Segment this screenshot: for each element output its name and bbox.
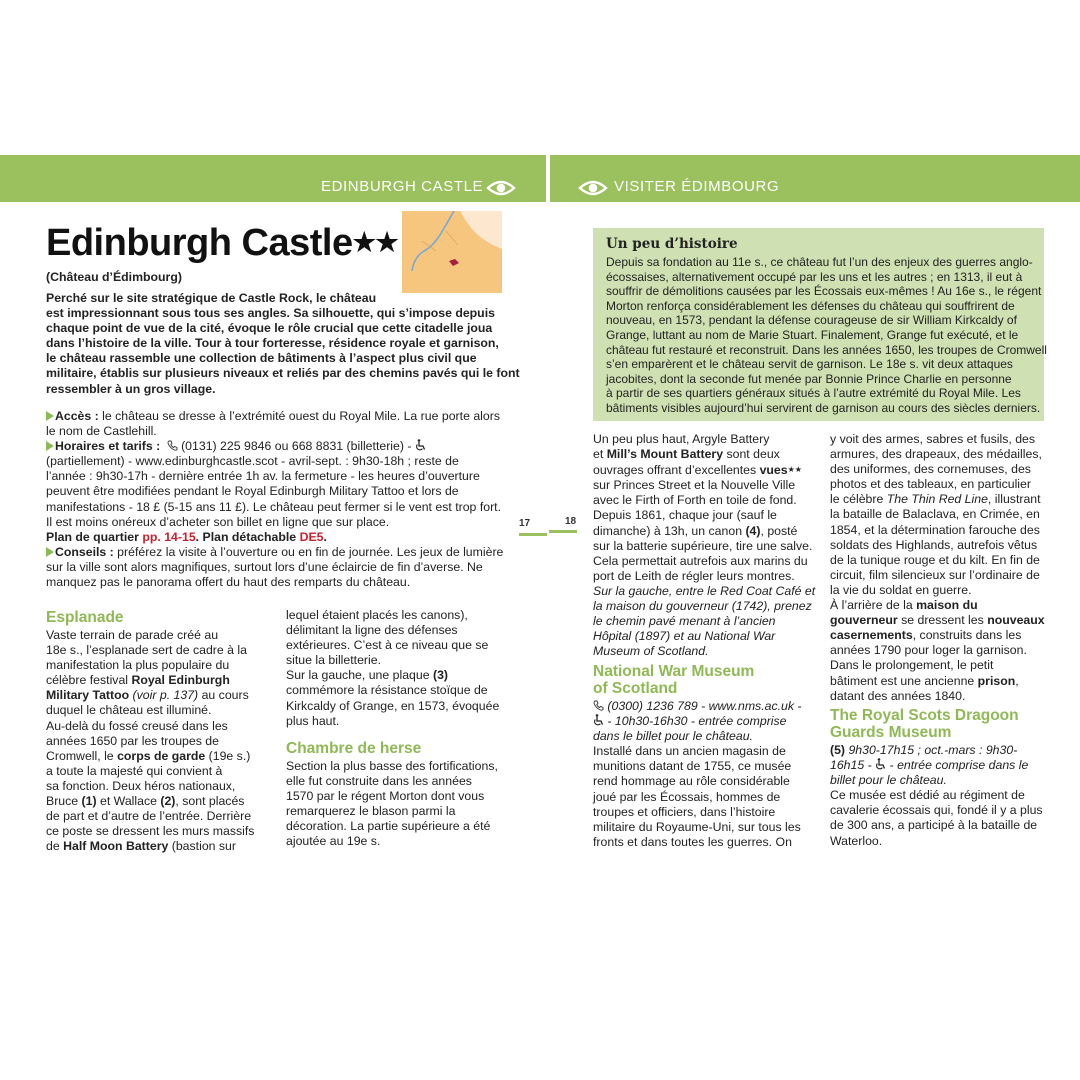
royal-scots-museum-text: (5) 9h30-17h15 ; oct.-mars : 9h30- 16h15 - - entrée comprise dans le billet pour le château. Ce musée est dédié au régiment de cavalerie écossais qui, fondé il y a plus de 300 ans, a participé à la bataille de Waterloo. xyxy=(830,743,1043,848)
page-number-bar-left xyxy=(519,533,547,536)
plan-pages-link[interactable]: pp. 14-15 xyxy=(142,529,196,544)
eye-icon xyxy=(578,178,608,198)
arrow-bullet-icon xyxy=(46,547,54,557)
page-number-left: 17 xyxy=(519,518,531,529)
intro-paragraph: Perché sur le site stratégique de Castle Rock, le château est impressionnant sous tous ses angles. Sa silhouette, qui s’impose depuis chaque point de vue de la cité, évoque le rôle crucial que cette citadelle joua dans l’histoire de la ville. Tour à tour forteresse, résidence royale et garnison, le château rassemble une collection de bâtiments à l’aspect plus civil que militaire, établis sur plusieurs niveaux et reliés par des chemins pavés qui le font ressembler à un gros village. xyxy=(46,291,520,396)
wheelchair-icon xyxy=(875,758,886,770)
column-2-text: lequel étaient placés les canons), délimitant la ligne des défenses extérieures. C’est à ce niveau que se situe la billetterie. Sur la gauche, une plaque (3) commémore la résistance stoïque de Kirkcaldy of Grange, en 1573, évoquée plus haut. xyxy=(286,608,500,728)
running-header-left: EDINBURGH CASTLE xyxy=(321,178,484,195)
wheelchair-icon xyxy=(593,714,604,726)
subtitle: (Château d’Édimbourg) xyxy=(46,270,182,284)
plan-reference: Plan de quartier pp. 14-15. Plan détachable DE5. xyxy=(46,529,327,544)
wheelchair-icon xyxy=(415,439,426,451)
section-heading-national-war-museum: National War Museum of Scotland xyxy=(593,663,755,697)
page-number-bar-right xyxy=(549,530,577,533)
phone-icon xyxy=(593,700,604,711)
section-heading-royal-scots-museum: The Royal Scots Dragoon Guards Museum xyxy=(830,707,1019,741)
running-header-right: VISITER ÉDIMBOURG xyxy=(614,178,780,195)
national-war-museum-text: (0300) 1236 789 - www.nms.ac.uk - - 10h30-16h30 - entrée comprise dans le billet pour le château. Installé dans un ancien magasin de munitions datant de 1755, ce musée rend hommage au rôle considérable joué par les Écossais, hommes de troupes et officiers, dans l’histoire militaire du Royaume-Uni, sur tous les fronts et dans toutes les guerres. On xyxy=(593,699,802,849)
page-title: Edinburgh Castle★★ xyxy=(46,222,399,264)
arrow-bullet-icon xyxy=(46,441,54,451)
column-3-text: Un peu plus haut, Argyle Battery et Mill’s Mount Battery sont deux ouvrages offrant d’excellentes vues★★ sur Princes Street et la Nouvelle Ville avec le Firth of Forth en toile de fond. Depuis 1861, chaque jour (sauf le dimanche) à 13h, un canon (4), posté sur la batterie supérieure, tire une salve. Cela permettait autrefois aux marins du port de Leith de régler leurs montres. Sur la gauche, entre le Red Coat Café et la maison du gouverneur (1742), prenez le chemin pavé menant à l’ancien Hôpital (1897) et au National War Museum of Scotland. xyxy=(593,432,816,659)
map-thumbnail xyxy=(402,211,502,293)
column-4-text: y voit des armes, sabres et fusils, des armures, des drapeaux, des médailles, des uniformes, des cornemuses, des photos et des tableaux, en particulier le célèbre The Thin Red Line, illustrant la bataille de Balaclava, en Crimée, en 1854, et la détermination farouche des soldats des Highlands, autrefois vêtus de la tunique rouge et du kilt. En fin de circuit, film silencieux sur l’ordinaire de la vie du soldat en guerre. À l’arrière de la maison du gouverneur se dressent les nouveaux casernements, construits dans les années 1790 pour loger la garnison. Dans le prolongement, le petit bâtiment est une ancienne prison, datant des années 1840. xyxy=(830,432,1045,703)
page-number-right: 18 xyxy=(565,516,577,527)
plan-ref-link[interactable]: DE5 xyxy=(299,529,324,544)
rating-stars: ★★ xyxy=(352,227,399,257)
herse-text: Section la plus basse des fortifications, elle fut construite dans les années 1570 par le régent Morton dont vous remarquerez le blason parmi la décoration. La partie supérieure a été ajoutée au 19e s. xyxy=(286,759,498,849)
phone-icon xyxy=(167,440,178,451)
history-title: Un peu d’histoire xyxy=(606,236,738,252)
history-text: Depuis sa fondation au 11e s., ce château fut l’un des enjeux des guerres anglo- écossaises, alternativement occupé par les uns et les autres ; en 1313, il eut à souffrir de démolitions causées par les Écossais eux-mêmes ! Au 16e s., le régent Morton renforça considérablement les défenses du château qui souffrirent de nouveau, en 1573, pendant la défense courageuse de sir William Kirkcaldy of Grange, luttant au nom de Marie Stuart. Finalement, Grange fut exécuté, et le château fut restauré et reconstruit. Dans les années 1650, les troupes de Cromwell s’en emparèrent et le château servit de garnison. Le 18e s. vit deux attaques jacobites, dont la seconde fut menée par Bonnie Prince Charlie en personne à partir de ses quartiers généraux situés à l’autre extrémité du Royal Mile. Les bâtiments visibles aujourd’hui servirent de garnison au cours des siècles derniers. xyxy=(606,255,1047,415)
arrow-bullet-icon xyxy=(46,411,54,421)
section-heading-herse: Chambre de herse xyxy=(286,740,422,757)
eye-icon xyxy=(486,178,516,198)
practical-info: Accès : le château se dresse à l’extrémité ouest du Royal Mile. La rue porte alors le nom de Castlehill. Horaires et tarifs : (0131) 225 9846 ou 668 8831 (billetterie) - (partiellement) - www.edinburghcastle.scot - avril-sept. : 9h30-18h ; reste de l’année : 9h30-17h - dernière entrée 1h av. la fermeture - les heures d’ouverture peuvent être modifiées pendant le Royal Edinburgh Military Tattoo et lors de manifestations - 18 £ (5-15 ans 11 £). Le château peut fermer si le vent est trop fort. Il est moins onéreux d’acheter son billet en ligne que sur place. Plan de quartier pp. 14-15. Plan détachable DE5. Conseils : préférez la visite à l’ouverture ou en fin de journée. Les jeux de lumière sur la ville sont alors magnifiques, surtout lors d’une éclaircie de fin d’averse. Ne manquez pas le panorama offert du haut des remparts du château. xyxy=(46,409,506,590)
section-heading-esplanade: Esplanade xyxy=(46,609,124,626)
esplanade-text: Vaste terrain de parade créé au 18e s., l’esplanade sert de cadre à la manifestation la plus populaire du célèbre festival Royal Edinburgh Military Tattoo (voir p. 137) au cours duquel le château est illuminé. Au-delà du fossé creusé dans les années 1650 par les troupes de Cromwell, le corps de garde (19e s.) a toute la majesté qui convient à sa fonction. Deux héros nationaux, Bruce (1) et Wallace (2), sont placés de part et d’autre de l’entrée. Derrière ce poste se dressent les murs massifs de Half Moon Battery (bastion sur xyxy=(46,628,255,854)
